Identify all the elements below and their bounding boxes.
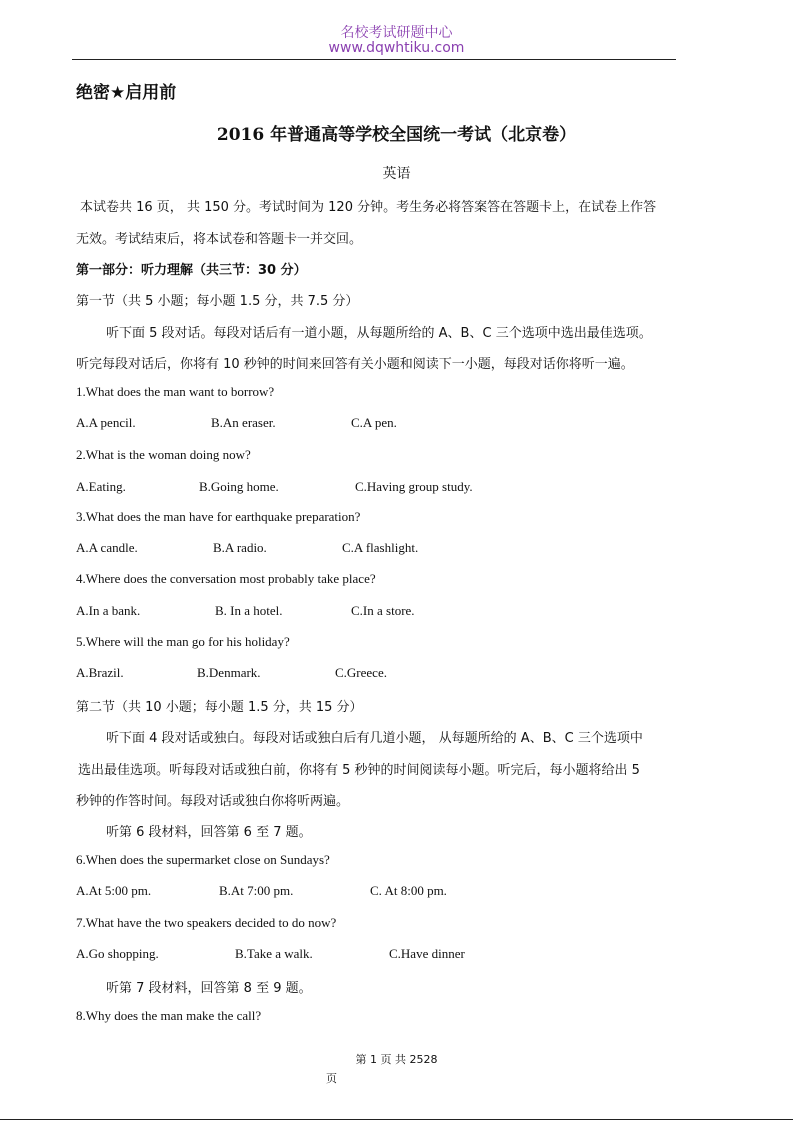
header-rule xyxy=(72,59,676,60)
confidential-mark: 绝密★启用前 xyxy=(76,83,177,103)
question-6: 6.When does the supermarket close on Sundays? xyxy=(76,852,330,867)
q3-option-a[interactable]: A.A candle. xyxy=(76,540,138,555)
q2-option-c[interactable]: C.Having group study. xyxy=(355,479,473,494)
q5-option-a[interactable]: A.Brazil. xyxy=(76,665,124,680)
question-1: 1.What does the man want to borrow? xyxy=(76,384,275,399)
q4-option-b[interactable]: B. In a hotel. xyxy=(215,603,283,618)
site-url[interactable]: www.dqwhtiku.com xyxy=(328,40,465,56)
q3-option-b[interactable]: B.A radio. xyxy=(213,540,267,555)
question-5: 5.Where will the man go for his holiday? xyxy=(76,634,290,649)
page-number-line-1: 第 1 页 共 2528 xyxy=(355,1053,438,1066)
section1-instruction-1: 听下面 5 段对话。每段对话后有一道小题，从每题所给的 A、B、C 三个选项中选出最佳选项。 xyxy=(106,326,652,341)
q5-option-c[interactable]: C.Greece. xyxy=(335,665,387,680)
question-8: 8.Why does the man make the call? xyxy=(76,1008,262,1023)
q5-option-b[interactable]: B.Denmark. xyxy=(197,665,261,680)
intro-line-1: 本试卷共 16 页， 共 150 分。考试时间为 120 分钟。考生务必将答案答在答题卡上，在试卷上作答 xyxy=(80,200,657,215)
q1-option-a[interactable]: A.A pencil. xyxy=(76,415,136,430)
q6-option-a[interactable]: A.At 5:00 pm. xyxy=(76,883,152,898)
q6-option-b[interactable]: B.At 7:00 pm. xyxy=(219,883,294,898)
q2-option-b[interactable]: B.Going home. xyxy=(199,479,279,494)
q1-option-c[interactable]: C.A pen. xyxy=(351,415,397,430)
section2-instruction-1: 听下面 4 段对话或独白。每段对话或独白后有几道小题， 从每题所给的 A、B、C 三个选项中 xyxy=(106,731,643,746)
section1-title: 第一节（共 5 小题；每小题 1.5 分，共 7.5 分） xyxy=(76,294,359,309)
section2-instruction-3: 秒钟的作答时间。每段对话或独白你将听两遍。 xyxy=(76,794,350,809)
question-2: 2.What is the woman doing now? xyxy=(76,447,251,462)
material-7-note: 听第 7 段材料，回答第 8 至 9 题。 xyxy=(106,981,312,996)
intro-line-2: 无效。考试结束后，将本试卷和答题卡一并交回。 xyxy=(76,232,363,247)
q3-option-c[interactable]: C.A flashlight. xyxy=(342,540,419,555)
q7-option-a[interactable]: A.Go shopping. xyxy=(76,946,159,961)
section2-title: 第二节（共 10 小题；每小题 1.5 分，共 15 分） xyxy=(76,700,363,715)
subject-title: 英语 xyxy=(382,166,411,182)
q4-option-a[interactable]: A.In a bank. xyxy=(76,603,141,618)
question-4: 4.Where does the conversation most probably take place? xyxy=(76,571,376,586)
section1-instruction-2: 听完每段对话后，你将有 10 秒钟的时间来回答有关小题和阅读下一小题，每段对话你将听一遍。 xyxy=(76,357,634,372)
q6-option-c[interactable]: C. At 8:00 pm. xyxy=(370,883,447,898)
question-7: 7.What have the two speakers decided to do now? xyxy=(76,915,337,930)
q4-option-c[interactable]: C.In a store. xyxy=(351,603,415,618)
q7-option-c[interactable]: C.Have dinner xyxy=(389,946,465,961)
footer-rule xyxy=(0,1119,793,1120)
q1-option-b[interactable]: B.An eraser. xyxy=(211,415,276,430)
material-6-note: 听第 6 段材料，回答第 6 至 7 题。 xyxy=(106,825,312,840)
part1-title: 第一部分：听力理解（共三节：30 分） xyxy=(76,263,307,278)
page-number-line-2: 页 xyxy=(326,1072,337,1085)
q2-option-a[interactable]: A.Eating. xyxy=(76,479,126,494)
question-3: 3.What does the man have for earthquake preparation? xyxy=(76,509,361,524)
site-name: 名校考试研题中心 xyxy=(340,25,453,41)
exam-title: 2016 年普通高等学校全国统一考试（北京卷） xyxy=(216,125,577,145)
section2-instruction-2: 选出最佳选项。听每段对话或独白前，你将有 5 秒钟的时间阅读每小题。听完后，每小题将给出 5 xyxy=(78,763,640,778)
q7-option-b[interactable]: B.Take a walk. xyxy=(235,946,313,961)
